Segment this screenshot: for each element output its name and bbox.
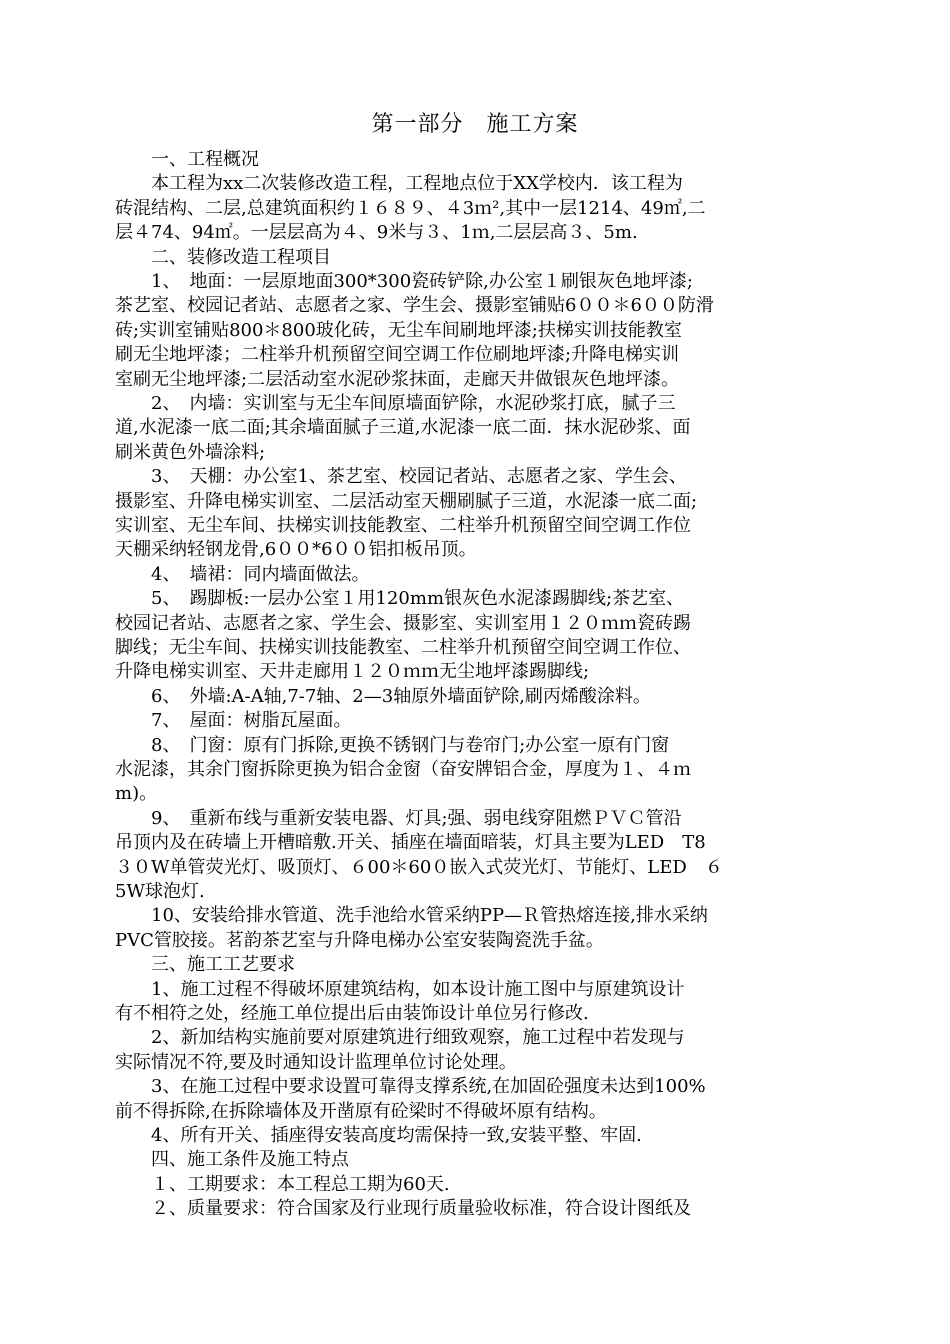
- text-line: 砖;实训室铺贴800＊800玻化砖，无尘车间刷地坪漆;扶梯实训技能教室: [115, 319, 682, 341]
- text-line: 道,水泥漆一底二面;其余墙面腻子三道,水泥漆一底二面．抹水泥砂浆、面: [115, 417, 691, 439]
- text-line: 实训室、无尘车间、扶梯实训技能教室、二柱举升机预留空间空调工作位: [115, 515, 691, 536]
- text-line: 升降电梯实训室、天井走廊用１２０ｍｍ无尘地坪漆踢脚线;: [115, 661, 590, 683]
- text-line: 实际情况不符,要及时通知设计监理单位讨论处理。: [115, 1051, 517, 1073]
- text-line: 7、 屋面：树脂瓦屋面。: [115, 710, 352, 732]
- text-line: 室刷无尘地坪漆;二层活动室水泥砂浆抹面，走廊天井做银灰色地坪漆。: [115, 368, 680, 390]
- text-line: 前不得拆除,在拆除墙体及开凿原有砼梁时不得破坏原有结构。: [115, 1100, 607, 1122]
- text-line: 2、 内墙：实训室与无尘车间原墙面铲除，水泥砂浆打底，腻子三: [115, 393, 676, 414]
- text-line: ３０W单管荧光灯、吸顶灯、６00＊60０嵌入式荧光灯、节能灯、LED ６: [115, 856, 723, 878]
- text-line: 一、工程概况: [115, 149, 259, 170]
- text-line: 有不相符之处，经施工单位提出后由装饰设计单位另行修改.: [115, 1003, 589, 1024]
- text-line: 3、 天棚：办公室1、茶艺室、校园记者站、志愿者之家、学生会、: [115, 466, 687, 488]
- text-line: 层４74、94㎡。一层层高为４、9米与３、1ｍ,二层层高３、5m.: [115, 222, 638, 244]
- text-line: 二、装修改造工程项目: [115, 246, 331, 268]
- text-line: PVC管胶接。茗韵茶艺室与升降电梯办公室安装陶瓷洗手盆。: [115, 929, 604, 951]
- text-line: 三、施工工艺要求: [115, 954, 295, 976]
- text-line: 6、 外墙:A-A轴,7-7轴、2—3轴原外墙面铲除,刷丙烯酸涂料。: [115, 685, 651, 707]
- text-line: 3、在施工过程中要求设置可靠得支撑系统,在加固砼强度未达到100%: [115, 1076, 706, 1098]
- text-line: 2、新加结构实施前要对原建筑进行细致观察，施工过程中若发现与: [115, 1027, 685, 1049]
- text-line: 刷米黄色外墙涂料;: [115, 441, 266, 463]
- page-title: 第一部分 施工方案: [371, 112, 579, 137]
- text-line: 1、 地面：一层原地面300*300瓷砖铲除,办公室１刷银灰色地坪漆;: [115, 271, 693, 292]
- text-line: 四、施工条件及施工特点: [115, 1149, 349, 1171]
- text-line: 8、 门窗：原有门拆除,更换不锈钢门与卷帘门;办公室一原有门窗: [115, 734, 670, 756]
- text-line: m)。: [115, 783, 158, 805]
- text-line: 茶艺室、校园记者站、志愿者之家、学生会、摄影室铺贴6００＊6００防滑: [115, 295, 714, 317]
- text-line: 本工程为xx二次装修改造工程，工程地点位于XX学校内．该工程为: [115, 173, 683, 195]
- text-line: 砖混结构、二层,总建筑面积约１６８９、４3ｍ²,其中一层1214、49㎡,二: [115, 197, 706, 219]
- text-line: 天棚采纳轻钢龙骨,6００*6００铝扣板吊顶。: [115, 539, 477, 561]
- text-line: 10、安装给排水管道、洗手池给水管采纳PP—Ｒ管热熔连接,排水采纳: [115, 905, 708, 927]
- text-line: 刷无尘地坪漆；二柱举升机预留空间空调工作位刷地坪漆;升降电梯实训: [115, 344, 680, 366]
- text-line: 4、 墙裙：同内墙面做法。: [115, 563, 370, 585]
- text-line: 吊顶内及在砖墙上开槽暗敷.开关、插座在墙面暗装，灯具主要为LED T8: [115, 832, 706, 854]
- text-line: 4、所有开关、插座得安装高度均需保持一致,安装平整、牢固.: [115, 1125, 642, 1146]
- text-line: 水泥漆，其余门窗拆除更换为铝合金窗（奋安牌铝合金，厚度为１、４ｍ: [115, 759, 691, 780]
- text-line: ２、质量要求：符合国家及行业现行质量验收标准，符合设计图纸及: [115, 1198, 691, 1220]
- text-line: 摄影室、升降电梯实训室、二层活动室天棚刷腻子三道，水泥漆一底二面;: [115, 490, 698, 512]
- text-line: 校园记者站、志愿者之家、学生会、摄影室、实训室用１２０ｍｍ瓷砖踢: [115, 612, 691, 634]
- text-line: 5、 踢脚板:一层办公室１用120mm银灰色水泥漆踢脚线;茶艺室、: [115, 588, 685, 610]
- text-line: 5W球泡灯.: [115, 881, 205, 902]
- text-line: 1、施工过程不得破坏原建筑结构，如本设计施工图中与原建筑设计: [115, 978, 685, 1000]
- text-line: 9、 重新布线与重新安装电器、灯具;强、弱电线穿阻燃ＰＶＣ管沿: [115, 807, 682, 829]
- text-line: １、工期要求：本工程总工期为60天.: [115, 1173, 450, 1195]
- text-line: 脚线；无尘车间、扶梯实训技能教室、二柱举升机预留空间空调工作位、: [115, 637, 691, 658]
